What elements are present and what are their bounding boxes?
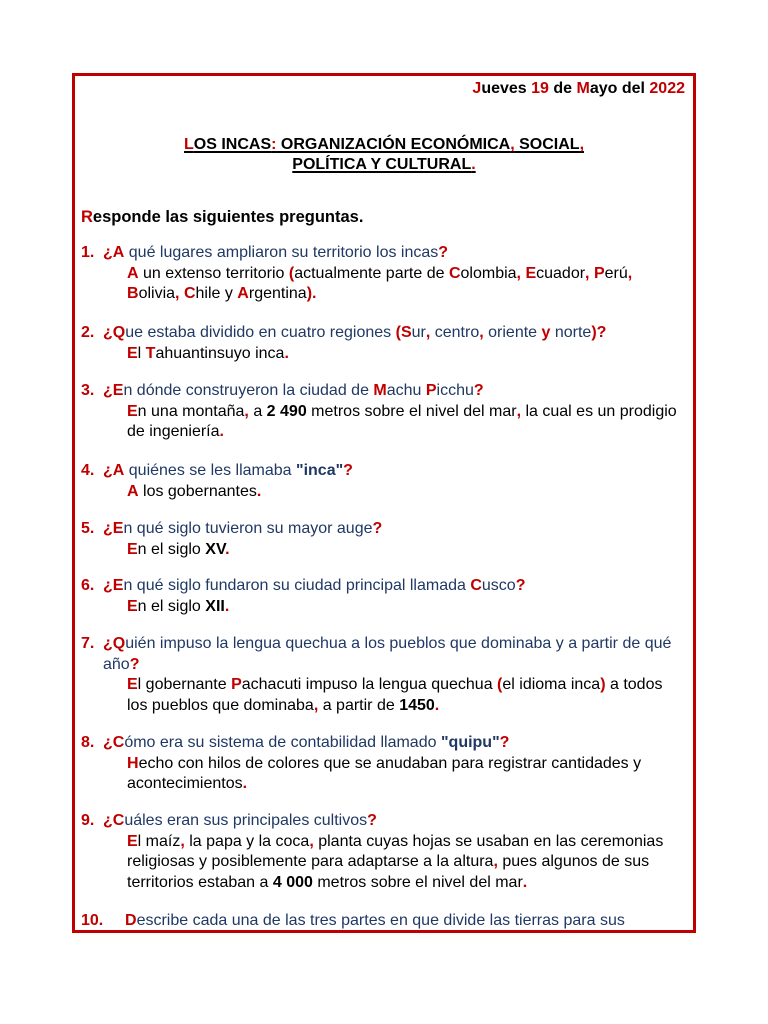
question-item-9 [81,811,687,893]
answer-text: Hecho con hilos de colores que se anudaban para registrar cantidades y acontecimientos. [127,754,642,792]
answer-text: En el siglo XII. [127,597,230,615]
question-item-1 [81,243,687,305]
date-line: Jueves 19 de Mayo del 2022 [472,80,685,97]
question-text: 3. ¿En dónde construyeron la ciudad de Machu Picchu? [81,382,484,399]
question-text: 2. ¿Que estaba dividido en cuatro regiones (Sur, centro, oriente y norte)? [81,324,607,341]
instruction-text: Responde las siguientes preguntas. [81,208,364,226]
answer-text: El Tahuantinsuyo inca. [127,344,289,362]
answer-text: El gobernante Pachacuti impuso la lengua quechua (el idioma inca) a todos los pueblos que dominaba, a partir de 1450. [127,676,663,714]
question-item-2 [81,323,687,364]
question-text: 6. ¿En qué siglo fundaron su ciudad principal llamada Cusco? [81,577,526,594]
answer-text: A los gobernantes. [127,482,262,500]
answer-text: En el siglo XV. [127,540,230,558]
question-text: 8. ¿Cómo era su sistema de contabilidad llamado "quipu"? [81,734,510,751]
answer-text: A un extenso territorio (actualmente parte de Colombia, Ecuador, Perú, Bolivia, Chile y Argentina). [127,264,633,302]
answer-text: El maíz, la papa y la coca, planta cuyas hojas se usaban en las ceremonias religiosas y posiblemente para adaptarse a la altura, pues algunos de sus territorios estaban a 4 000 metros sobre el nivel del mar. [127,832,664,891]
question-text: 1. ¿A qué lugares ampliaron su territorio los incas? [81,244,449,261]
page-title: LOS INCAS: ORGANIZACIÓN ECONÓMICA, SOCIAL, POLÍTICA Y CULTURAL. [183,136,585,173]
question-text: 9. ¿Cuáles eran sus principales cultivos? [81,812,377,829]
question-text: 5. ¿En qué siglo tuvieron su mayor auge? [81,520,383,537]
question-item-3 [81,381,687,443]
question-item-8 [81,733,687,795]
question-text: 7. ¿Quién impuso la lengua quechua a los pueblos que dominaba y a partir de qué año? [81,635,672,673]
question-text: 4. ¿A quiénes se les llamaba "inca"? [81,462,353,479]
question-item-6 [81,576,687,617]
question-item-7 [81,634,687,716]
document-page [72,73,696,933]
question-item-5 [81,519,687,560]
question-item-4 [81,461,687,502]
answer-text: En una montaña, a 2 490 metros sobre el nivel del mar, la cual es un prodigio de ingeniería. [127,402,677,440]
question-item-10: 10. Describe cada una de las tres partes en que divide las tierras para sus [81,912,625,929]
